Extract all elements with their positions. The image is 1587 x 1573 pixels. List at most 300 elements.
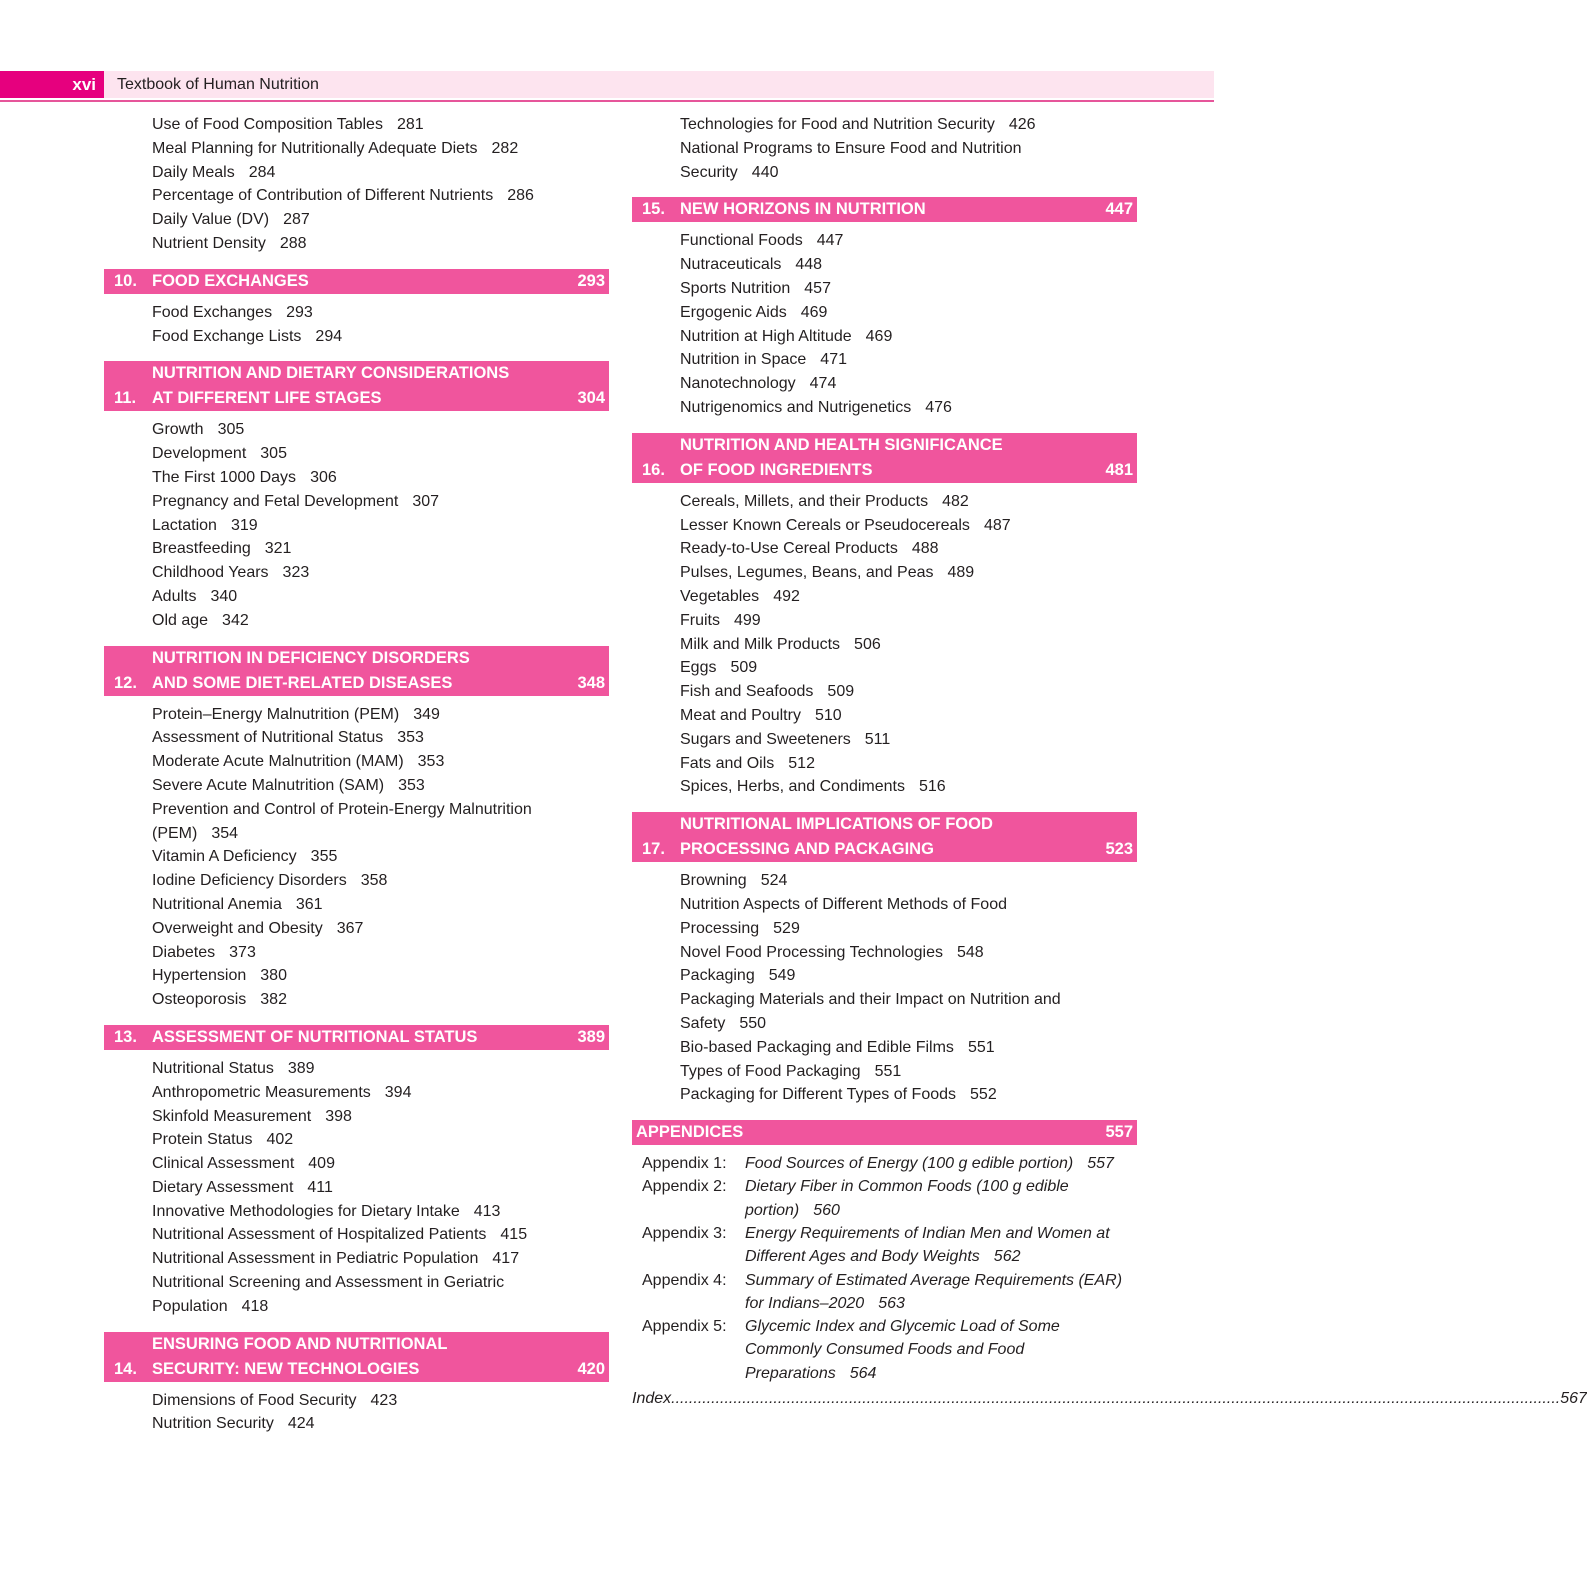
chapter-title-line: SECURITY: NEW TECHNOLOGIES [152, 1359, 420, 1378]
chapter-number: 12. [114, 673, 137, 692]
entry-title: Nutritional Status [152, 1059, 274, 1077]
entry-page: 380 [260, 967, 287, 985]
entry-page: 394 [384, 1083, 412, 1101]
toc-entry[interactable] [680, 229, 1120, 253]
toc-entry[interactable] [152, 113, 592, 137]
toc-entry[interactable] [680, 775, 1120, 799]
entry-title: Milk and Milk Products [680, 635, 841, 653]
toc-entry[interactable] [680, 752, 1120, 776]
appendix-title: Glycemic Index and Glycemic Load of Some Commonly Consumed Foods and Food Preparations [745, 1318, 1060, 1382]
entry-title: Fruits [680, 611, 720, 629]
entry-page: 382 [260, 991, 287, 1009]
entry-title: Overweight and Obesity [152, 919, 323, 937]
entry-title: Browning [680, 872, 747, 890]
entry-title: Diabetes [152, 943, 216, 961]
toc-entry[interactable] [152, 798, 592, 846]
toc-entry[interactable] [680, 964, 1120, 988]
entry-page: 284 [248, 163, 276, 181]
appendix-page: 560 [813, 1201, 840, 1219]
entry-title: Nutritional Assessment in Pediatric Population [152, 1250, 479, 1268]
entry-page: 548 [956, 943, 984, 961]
entry-page: 499 [734, 611, 761, 629]
chapter-number: 16. [642, 460, 665, 479]
entry-page: 342 [222, 611, 249, 629]
entry-title: Nutrition at High Altitude [680, 327, 852, 345]
chapter-heading[interactable] [104, 1025, 609, 1050]
index-label: Index [632, 1390, 672, 1408]
toc-entry[interactable] [152, 514, 592, 538]
toc-entry[interactable] [680, 1036, 1120, 1060]
header-rule [0, 100, 1214, 102]
toc-entry[interactable] [152, 703, 592, 727]
entry-page: 469 [865, 327, 893, 345]
toc-entry[interactable] [680, 869, 1120, 893]
toc-entry[interactable] [680, 137, 1120, 185]
appendix-label: Appendix 2: [642, 1178, 727, 1196]
entry-title: Ready-to-Use Cereal Products [680, 540, 898, 558]
page-folio: xvi [0, 71, 104, 98]
entry-title: Packaging Materials and their Impact on Nutrition and Safety [680, 991, 1061, 1032]
entry-title: Sugars and Sweeteners [680, 730, 851, 748]
entry-title: Packaging [680, 967, 755, 985]
chapter-title [152, 1025, 577, 1050]
toc-entry[interactable] [680, 941, 1120, 965]
entry-page: 353 [397, 729, 424, 747]
toc-entry[interactable] [680, 680, 1120, 704]
entry-page: 482 [942, 492, 969, 510]
chapter-title [152, 361, 577, 411]
entry-page: 476 [925, 398, 952, 416]
entry-title: Adults [152, 587, 197, 605]
section-list [632, 229, 1137, 419]
toc-entry[interactable] [152, 232, 592, 256]
entry-page: 389 [287, 1059, 315, 1077]
toc-entry[interactable] [152, 1271, 592, 1319]
toc-entry[interactable] [680, 656, 1120, 680]
entry-title: Daily Value (DV) [152, 211, 270, 229]
entry-page: 286 [507, 187, 534, 205]
entry-title: Severe Acute Malnutrition (SAM) [152, 776, 385, 794]
appendix-title: Dietary Fiber in Common Foods (100 g edible portion) [745, 1178, 1069, 1219]
entry-page: 552 [970, 1086, 997, 1104]
entry-page: 305 [217, 421, 245, 439]
toc-entry[interactable] [152, 941, 592, 965]
entry-page: 487 [983, 516, 1011, 534]
entry-page: 417 [492, 1250, 520, 1268]
entry-page: 306 [310, 468, 337, 486]
entry-title: Vitamin A Deficiency [152, 848, 297, 866]
appendix-title-wrap [745, 1222, 1137, 1269]
chapter-title-line: PROCESSING AND PACKAGING [680, 840, 934, 859]
entry-title: Nutrition in Space [680, 351, 807, 369]
toc-entry[interactable] [152, 609, 592, 633]
chapter-number: 15. [642, 200, 665, 219]
toc-entry[interactable] [152, 1176, 592, 1200]
toc-entry[interactable] [152, 917, 592, 941]
entry-title: Use of Food Composition Tables [152, 116, 383, 133]
appendix-title-wrap [745, 1315, 1137, 1385]
appendix-entry[interactable] [632, 1315, 1137, 1385]
entry-title: Prevention and Control of Protein-Energy Malnutrition (PEM) [152, 800, 532, 842]
appendix-label: Appendix 1: [642, 1155, 727, 1173]
toc-entry[interactable] [152, 750, 592, 774]
appendix-page: 564 [849, 1364, 877, 1382]
toc-entry[interactable] [152, 1128, 592, 1152]
chapter-heading[interactable] [104, 269, 609, 294]
chapter-heading[interactable] [632, 812, 1137, 862]
chapter-page: 420 [577, 1359, 605, 1378]
entry-page: 409 [308, 1155, 335, 1173]
appendix-page: 562 [993, 1248, 1021, 1266]
chapter-page: 293 [577, 271, 605, 290]
toc-entry[interactable] [152, 208, 592, 232]
entry-page: 281 [396, 116, 424, 133]
entry-title: Packaging for Different Types of Foods [680, 1086, 957, 1104]
entry-title: Nutrigenomics and Nutrigenetics [680, 398, 912, 416]
toc-entry[interactable] [680, 301, 1120, 325]
entry-page: 373 [229, 943, 256, 961]
entry-title: Iodine Deficiency Disorders [152, 872, 347, 890]
chapter-page: 447 [1105, 200, 1133, 219]
appendix-page: 563 [878, 1294, 905, 1312]
section-list [632, 869, 1137, 1107]
entry-title: Old age [152, 611, 209, 629]
toc-right-column [632, 113, 1587, 1411]
chapter-title-line: AT DIFFERENT LIFE STAGES [152, 389, 382, 408]
chapter-number: 17. [642, 840, 665, 859]
toc-entry[interactable] [152, 1057, 592, 1081]
chapter-page: 389 [577, 1027, 605, 1046]
toc-entry[interactable] [680, 514, 1120, 538]
toc-entry[interactable] [680, 1083, 1120, 1107]
entry-page: 506 [854, 635, 881, 653]
entry-page: 516 [919, 778, 946, 796]
toc-entry[interactable] [152, 774, 592, 798]
appendix-label: Appendix 5: [642, 1318, 727, 1336]
toc-entry[interactable] [680, 113, 1120, 137]
chapter-page: 481 [1105, 460, 1133, 479]
entry-page: 293 [286, 303, 313, 321]
toc-entry[interactable] [152, 1081, 592, 1105]
entry-title: Nutrition Security [152, 1415, 274, 1433]
entry-title: Nutritional Assessment of Hospitalized Patients [152, 1226, 487, 1244]
section-list [104, 301, 609, 349]
entry-title: Moderate Acute Malnutrition (MAM) [152, 753, 404, 771]
chapter-heading[interactable] [632, 433, 1137, 483]
entry-title: Osteoporosis [152, 991, 247, 1009]
entry-title: Fish and Seafoods [680, 683, 814, 701]
toc-entry[interactable] [152, 726, 592, 750]
toc-entry[interactable] [152, 585, 592, 609]
entry-page: 354 [211, 824, 239, 842]
chapter-page: 523 [1105, 840, 1133, 859]
toc-entry[interactable] [680, 893, 1120, 941]
entry-title: Types of Food Packaging [680, 1062, 861, 1080]
entry-page: 319 [230, 516, 258, 534]
entry-title: Vegetables [680, 587, 760, 605]
entry-page: 323 [282, 564, 310, 582]
entry-page: 511 [864, 730, 891, 748]
chapter-title-line: AND SOME DIET-RELATED DISEASES [152, 673, 453, 692]
entry-page: 411 [307, 1178, 333, 1196]
entry-page: 287 [283, 211, 310, 229]
toc-entry[interactable] [152, 325, 592, 349]
section-list [104, 418, 609, 632]
entry-title: Meat and Poultry [680, 706, 801, 724]
toc-entry[interactable] [680, 988, 1120, 1036]
entry-title: Functional Foods [680, 232, 803, 250]
entry-page: 424 [287, 1415, 315, 1433]
entry-page: 294 [315, 327, 343, 345]
entry-title: Bio-based Packaging and Edible Films [680, 1038, 954, 1056]
section-list [104, 1389, 609, 1437]
toc-entry[interactable] [152, 1105, 592, 1129]
entry-page: 358 [360, 872, 388, 890]
toc-entry[interactable] [152, 418, 592, 442]
entry-title: Nutritional Anemia [152, 895, 282, 913]
index-page: 567 [1560, 1390, 1587, 1408]
entry-page: 474 [809, 375, 837, 393]
chapter-title [152, 269, 577, 294]
entry-title: Skinfold Measurement [152, 1107, 312, 1125]
entry-page: 524 [760, 872, 788, 890]
toc-entry[interactable] [152, 490, 592, 514]
toc-entry[interactable] [680, 325, 1120, 349]
chapter-title-line: NUTRITION AND DIETARY CONSIDERATIONS [152, 364, 510, 383]
entry-page: 353 [417, 753, 445, 771]
running-header [0, 71, 1214, 98]
chapter-title-line: NUTRITION AND HEALTH SIGNIFICANCE [680, 435, 1003, 454]
toc-entry[interactable] [152, 137, 592, 161]
chapter-heading[interactable] [104, 646, 609, 696]
chapter-title-line: OF FOOD INGREDIENTS [680, 460, 873, 479]
appendix-title: Energy Requirements of Indian Men and Women at Different Ages and Body Weights [745, 1224, 1110, 1266]
appendices-heading[interactable] [632, 1120, 1137, 1145]
entry-page: 551 [874, 1062, 902, 1080]
entry-title: Childhood Years [152, 564, 269, 582]
chapter-title [152, 646, 577, 696]
section-list [104, 703, 609, 1012]
toc-entry[interactable] [152, 561, 592, 585]
toc-entry[interactable] [152, 1152, 592, 1176]
entry-title: Pulses, Legumes, Beans, and Peas [680, 564, 934, 582]
toc-entry[interactable] [680, 490, 1120, 514]
entry-title: Nutraceuticals [680, 256, 782, 274]
toc-entry[interactable] [680, 253, 1120, 277]
appendix-label: Appendix 3: [642, 1224, 727, 1242]
section-list [104, 1057, 609, 1319]
chapter-title-line: ENSURING FOOD AND NUTRITIONAL [152, 1334, 448, 1353]
section-list [632, 490, 1137, 799]
entry-title: Growth [152, 421, 204, 439]
entry-title: Development [152, 445, 247, 463]
appendix-entry[interactable] [632, 1222, 1137, 1269]
entry-page: 551 [967, 1038, 995, 1056]
entry-title: Nutrient Density [152, 234, 266, 252]
entry-page: 353 [398, 776, 425, 794]
entry-title: Assessment of Nutritional Status [152, 729, 384, 747]
appendix-page: 557 [1087, 1155, 1114, 1173]
entry-page: 510 [814, 706, 842, 724]
toc-entry[interactable] [680, 633, 1120, 657]
entry-page: 512 [788, 754, 815, 772]
chapter-title [680, 433, 1105, 483]
entry-page: 413 [473, 1202, 501, 1220]
entry-title: Lactation [152, 516, 217, 534]
entry-page: 549 [768, 967, 796, 985]
book-title: Textbook of Human Nutrition [117, 76, 319, 93]
entry-page: 402 [266, 1131, 294, 1149]
entry-page: 321 [264, 540, 292, 558]
appendices-page: 557 [1105, 1123, 1133, 1142]
toc-entry[interactable] [680, 704, 1120, 728]
toc-entry[interactable] [152, 1412, 592, 1436]
appendix-entry[interactable] [632, 1152, 1137, 1175]
entry-title: Eggs [680, 659, 717, 677]
entry-page: 423 [370, 1391, 398, 1409]
toc-entry[interactable] [680, 372, 1120, 396]
toc-entry[interactable] [680, 585, 1120, 609]
chapter-heading[interactable] [632, 197, 1137, 222]
entry-title: Pregnancy and Fetal Development [152, 492, 399, 510]
chapter-heading[interactable] [104, 1332, 609, 1382]
chapter-page: 304 [577, 389, 605, 408]
chapter-page: 348 [577, 673, 605, 692]
toc-entry[interactable] [680, 728, 1120, 752]
appendix-entry[interactable] [632, 1269, 1137, 1316]
entry-page: 307 [412, 492, 440, 510]
entry-title: Clinical Assessment [152, 1155, 295, 1173]
toc-entry[interactable] [152, 893, 592, 917]
toc-entry[interactable] [152, 537, 592, 561]
chapter-title-line: NEW HORIZONS IN NUTRITION [680, 200, 926, 219]
chapter-number: 10. [114, 271, 137, 290]
entry-title: Technologies for Food and Nutrition Security [680, 116, 995, 133]
entry-title: Cereals, Millets, and their Products [680, 492, 929, 510]
toc-entry[interactable] [680, 1060, 1120, 1084]
section-list [104, 113, 609, 256]
entry-title: Protein Status [152, 1131, 253, 1149]
entry-title: Ergogenic Aids [680, 303, 787, 321]
toc-entry[interactable] [152, 964, 592, 988]
entry-title: Dietary Assessment [152, 1178, 294, 1196]
toc-entry[interactable] [152, 301, 592, 325]
entry-page: 469 [800, 303, 828, 321]
entry-title: The First 1000 Days [152, 468, 297, 486]
chapter-title-line: ASSESSMENT OF NUTRITIONAL STATUS [152, 1027, 478, 1046]
toc-entry[interactable] [152, 161, 592, 185]
entry-title: Nanotechnology [680, 375, 796, 393]
entry-title: Protein–Energy Malnutrition (PEM) [152, 705, 400, 723]
section-list [632, 113, 1137, 184]
toc-entry[interactable] [680, 537, 1120, 561]
entry-page: 426 [1008, 116, 1036, 133]
toc-entry[interactable] [152, 988, 592, 1012]
toc-entry[interactable] [152, 869, 592, 893]
entry-page: 361 [295, 895, 323, 913]
entry-page: 489 [947, 564, 975, 582]
toc-entry[interactable] [680, 396, 1120, 420]
entry-page: 355 [310, 848, 338, 866]
entry-page: 550 [739, 1014, 767, 1032]
entry-title: Spices, Herbs, and Condiments [680, 778, 905, 796]
entry-title: Food Exchange Lists [152, 327, 302, 345]
chapter-heading[interactable] [104, 361, 609, 411]
entry-page: 282 [491, 139, 519, 157]
entry-title: National Programs to Ensure Food and Nutrition Security [680, 139, 1022, 181]
toc-entry[interactable] [152, 184, 592, 208]
chapter-title-line: NUTRITION IN DEFICIENCY DISORDERS [152, 648, 470, 667]
entry-page: 471 [820, 351, 847, 369]
entry-page: 398 [325, 1107, 352, 1125]
toc-entry[interactable] [152, 466, 592, 490]
entry-title: Innovative Methodologies for Dietary Intake [152, 1202, 460, 1220]
entry-title: Fats and Oils [680, 754, 775, 772]
entry-title: Hypertension [152, 967, 247, 985]
entry-title: Sports Nutrition [680, 279, 791, 297]
toc-entry[interactable] [152, 1223, 592, 1247]
entry-title: Lesser Known Cereals or Pseudocereals [680, 516, 970, 534]
chapter-number: 14. [114, 1359, 137, 1378]
entry-title: Daily Meals [152, 163, 235, 181]
appendix-title-wrap [745, 1175, 1137, 1222]
appendix-label: Appendix 4: [642, 1271, 727, 1289]
toc-entry[interactable] [680, 561, 1120, 585]
entry-page: 340 [210, 587, 238, 605]
appendix-title-wrap [745, 1269, 1137, 1316]
appendix-title-wrap [745, 1152, 1137, 1175]
appendix-title: Summary of Estimated Average Requirements (EAR) for Indians–2020 [745, 1271, 1123, 1312]
entry-page: 488 [911, 540, 939, 558]
toc-entry[interactable] [680, 277, 1120, 301]
appendix-entry[interactable] [632, 1175, 1137, 1222]
chapter-title [680, 812, 1105, 862]
entry-title: Nutritional Screening and Assessment in Geriatric Population [152, 1274, 505, 1315]
toc-entry[interactable] [152, 442, 592, 466]
chapter-number: 13. [114, 1027, 137, 1046]
entry-title: Dimensions of Food Security [152, 1391, 357, 1409]
toc-entry[interactable] [152, 845, 592, 869]
entry-page: 448 [795, 256, 823, 274]
entry-page: 492 [773, 587, 800, 605]
entry-page: 288 [279, 234, 307, 252]
entry-title: Meal Planning for Nutritionally Adequate Diets [152, 139, 478, 157]
dot-leader: ........................................................................................................................................................................................................ [671, 1390, 1561, 1408]
entry-page: 529 [773, 919, 800, 937]
entry-page: 447 [816, 232, 844, 250]
toc-entry[interactable] [680, 348, 1120, 372]
entry-title: Food Exchanges [152, 303, 273, 321]
toc-entry[interactable] [680, 609, 1120, 633]
toc-entry[interactable] [152, 1200, 592, 1224]
entry-title: Breastfeeding [152, 540, 251, 558]
toc-entry[interactable] [152, 1389, 592, 1413]
chapter-number: 11. [114, 389, 137, 408]
chapter-title [680, 197, 1105, 222]
entry-page: 305 [260, 445, 287, 463]
entry-page: 509 [827, 683, 855, 701]
chapter-title-line: FOOD EXCHANGES [152, 271, 309, 290]
entry-page: 349 [413, 705, 440, 723]
toc-left-column [104, 113, 609, 1436]
index-entry[interactable] [632, 1387, 1587, 1411]
chapter-title-line: NUTRITIONAL IMPLICATIONS OF FOOD [680, 815, 993, 834]
entry-page: 418 [241, 1297, 269, 1315]
entry-page: 415 [500, 1226, 528, 1244]
appendix-title: Food Sources of Energy (100 g edible portion) [745, 1155, 1074, 1173]
toc-entry[interactable] [152, 1247, 592, 1271]
entry-page: 457 [804, 279, 831, 297]
